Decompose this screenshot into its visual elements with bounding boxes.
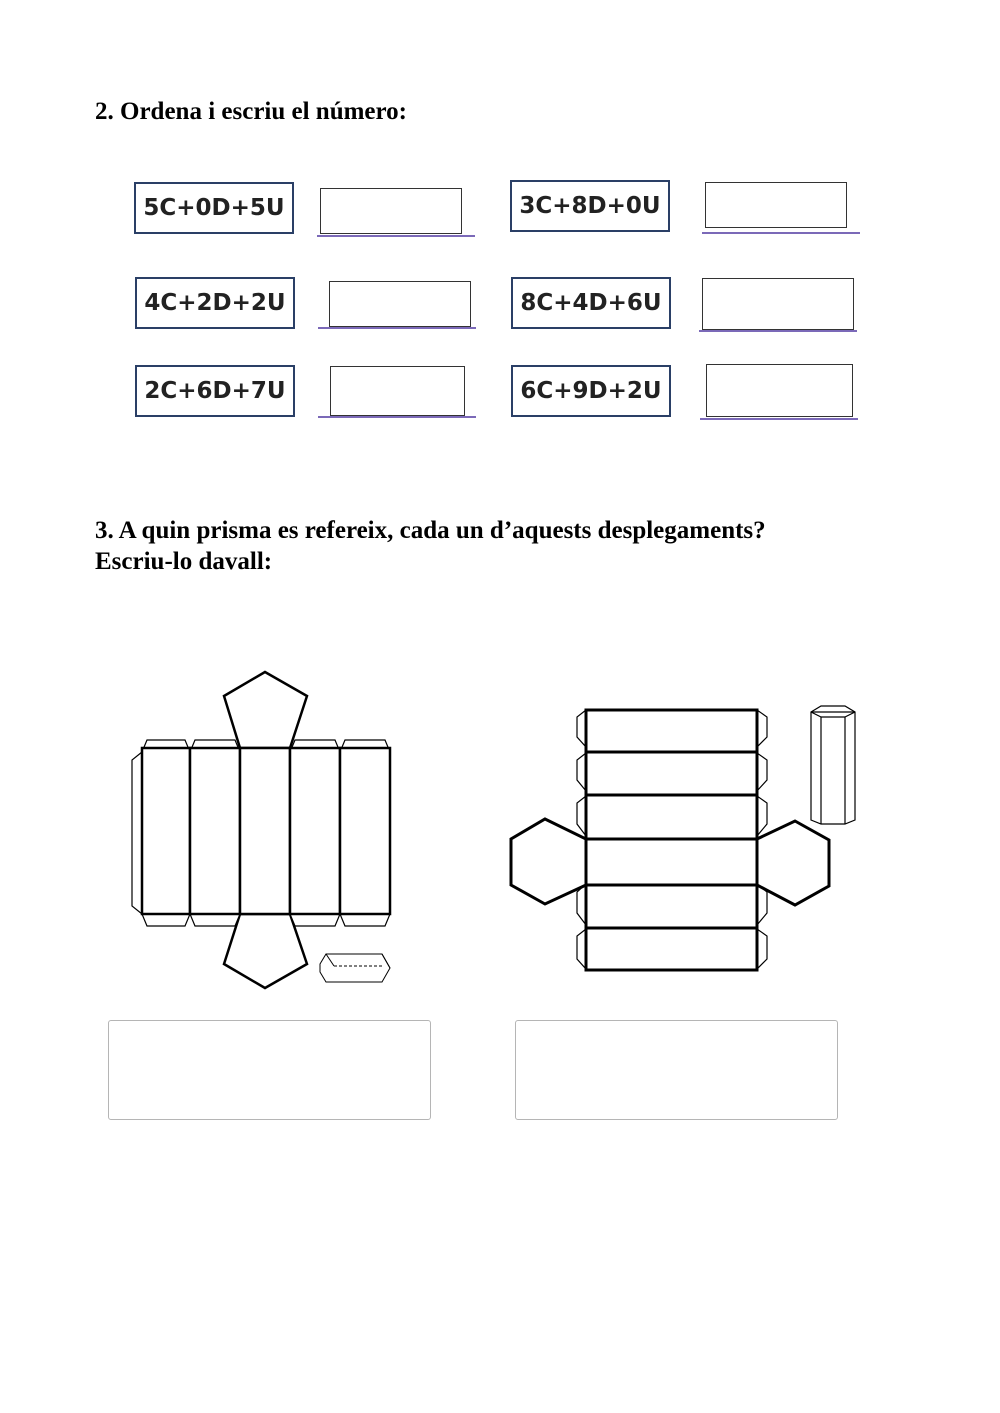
top-pentagon bbox=[224, 672, 307, 748]
answer-underline bbox=[317, 235, 475, 237]
exercise-2-heading: 2. Ordena i escriu el número: bbox=[95, 98, 407, 125]
hexagonal-prism-net-figure bbox=[505, 700, 865, 990]
answer-input[interactable] bbox=[705, 182, 847, 228]
lateral-face bbox=[586, 885, 757, 928]
prism-answer-textbox[interactable] bbox=[515, 1020, 838, 1120]
answer-input[interactable] bbox=[702, 278, 854, 330]
expression-box: 3C+8D+0U bbox=[510, 180, 670, 232]
answer-underline bbox=[702, 232, 860, 234]
expression-box: 4C+2D+2U bbox=[135, 277, 295, 329]
pentagonal-prism-net-figure bbox=[128, 668, 398, 993]
lateral-face bbox=[340, 748, 390, 914]
lateral-face bbox=[586, 752, 757, 795]
answer-input[interactable] bbox=[330, 366, 465, 416]
exercise-3-heading bbox=[95, 515, 766, 577]
answer-underline bbox=[318, 327, 476, 329]
expression-box: 5C+0D+5U bbox=[134, 182, 294, 234]
left-flap bbox=[132, 752, 142, 914]
pentagonal-prism-illustration bbox=[320, 954, 390, 982]
lateral-face bbox=[290, 748, 340, 914]
lateral-face bbox=[586, 839, 757, 885]
prism-answer-textbox[interactable] bbox=[108, 1020, 431, 1120]
expression-box: 8C+4D+6U bbox=[511, 277, 671, 329]
expression-box: 2C+6D+7U bbox=[135, 365, 295, 417]
left-hexagon bbox=[511, 819, 586, 904]
exercise-3-heading-line1: 3. A quin prisma es refereix, cada un d’aquests desplegaments? bbox=[95, 517, 766, 544]
lateral-face bbox=[240, 748, 290, 914]
answer-input[interactable] bbox=[329, 281, 471, 327]
lateral-face bbox=[586, 928, 757, 970]
hexagonal-prism-illustration bbox=[811, 706, 855, 824]
answer-underline bbox=[699, 330, 857, 332]
expression-box: 6C+9D+2U bbox=[511, 365, 671, 417]
lateral-face bbox=[586, 795, 757, 839]
answer-underline bbox=[700, 418, 858, 420]
answer-underline bbox=[318, 416, 476, 418]
lateral-face bbox=[142, 748, 190, 914]
right-hexagon bbox=[757, 821, 829, 905]
answer-input[interactable] bbox=[706, 364, 853, 417]
lateral-face bbox=[586, 710, 757, 752]
lateral-face bbox=[190, 748, 240, 914]
exercise-3-heading-line2: Escriu-lo davall: bbox=[95, 548, 273, 575]
answer-input[interactable] bbox=[320, 188, 462, 234]
